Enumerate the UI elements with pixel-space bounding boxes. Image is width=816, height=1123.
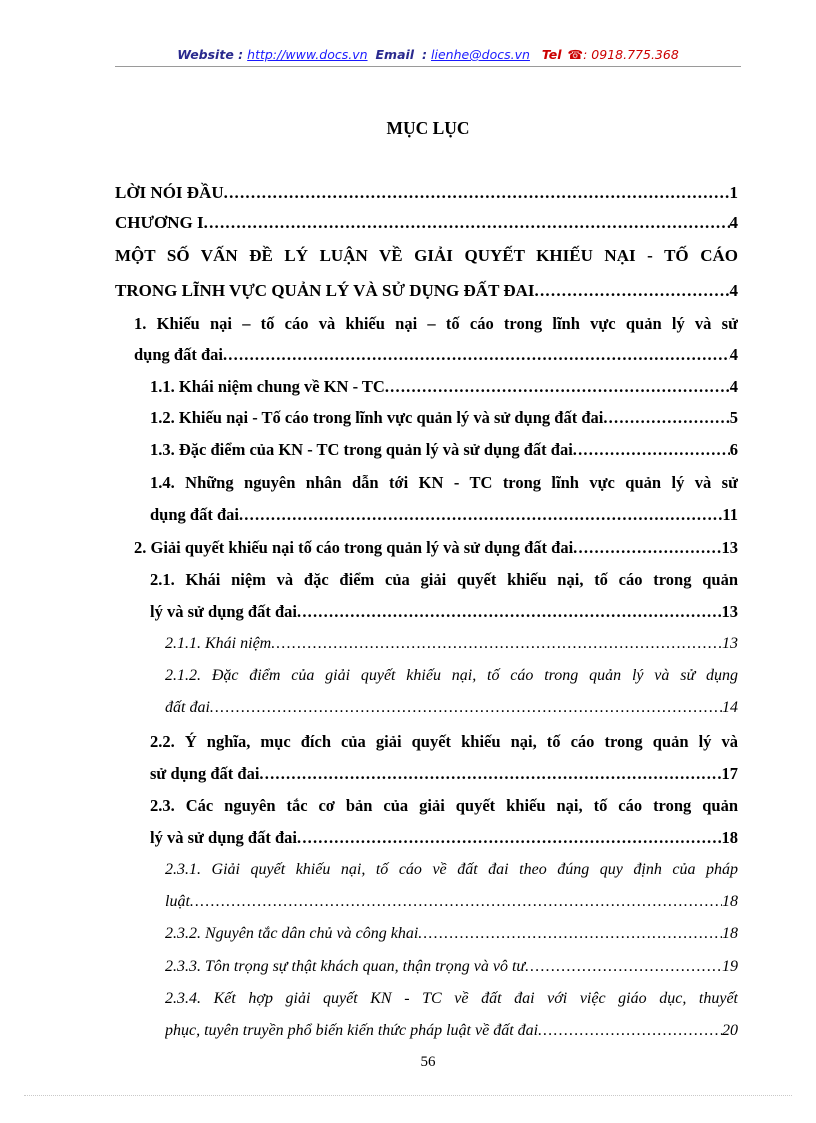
toc-entry[interactable]	[134, 340, 738, 370]
page-number: 56	[420, 1054, 436, 1070]
toc-entry-title: 2.1. Khái niệm và đặc điểm của giải quyết khiếu nại, tố cáo trong quản	[150, 570, 738, 589]
toc-entry[interactable]	[165, 1016, 738, 1046]
toc-entry-title: 2.3.2. Nguyên tắc dân chủ và công khai	[165, 925, 419, 942]
toc-entry-title: phục, tuyên truyền phổ biến kiến thức pháp luật về đất đai	[165, 1022, 539, 1039]
toc-leader	[204, 208, 730, 238]
page-header	[115, 47, 741, 62]
toc-entry-title: 1. Khiếu nại – tố cáo và khiếu nại – tố cáo trong lĩnh vực quản lý và sử	[134, 314, 738, 333]
toc-entry-page: 4	[729, 281, 738, 300]
website-label: Website :	[177, 47, 244, 62]
toc-entry-title: sử dụng đất đai	[150, 764, 260, 783]
tel-number: : 0918.775.368	[583, 47, 679, 62]
toc-entry-title: đất đai	[165, 699, 210, 716]
toc-entry[interactable]	[150, 759, 738, 789]
toc-entry-page: 14	[722, 699, 738, 716]
toc-entry[interactable]	[115, 208, 738, 238]
toc-entry-page: 20	[722, 1022, 738, 1039]
toc-entry-title: lý và sử dụng đất đai	[150, 828, 297, 847]
toc-leader	[271, 629, 722, 659]
toc-entry[interactable]	[150, 823, 738, 853]
toc-entry[interactable]	[165, 661, 738, 691]
toc-entry-title: 2.3.3. Tôn trọng sự thật khách quan, thận trọng và vô tư	[165, 958, 526, 975]
toc-entry-title: TRONG LĨNH VỰC QUẢN LÝ VÀ SỬ DỤNG ĐẤT ĐAI	[115, 281, 535, 300]
toc-entry[interactable]	[150, 372, 738, 402]
header-divider	[115, 66, 741, 67]
toc-leader	[603, 403, 729, 433]
toc-entry-title: lý và sử dụng đất đai	[150, 602, 297, 621]
toc-entry[interactable]	[150, 727, 738, 757]
toc-entry[interactable]	[150, 565, 738, 595]
toc-entry-title: 2.3.1. Giải quyết khiếu nại, tố cáo về đất đai theo đúng quy định của pháp	[165, 861, 738, 878]
toc-entry[interactable]	[165, 919, 738, 949]
toc-entry-page: 4	[729, 345, 738, 364]
toc-entry-title: 1.3. Đặc điểm của KN - TC trong quản lý và sử dụng đất đai	[150, 440, 573, 459]
toc-entry[interactable]	[115, 178, 738, 208]
toc-entry-page: 1	[729, 183, 738, 202]
toc-entry[interactable]	[115, 276, 738, 306]
toc-entry[interactable]	[150, 791, 738, 821]
toc-entry-page: 19	[722, 958, 738, 975]
toc-entry[interactable]	[165, 887, 738, 917]
toc-entry[interactable]	[165, 855, 738, 885]
toc-entry-title: luật	[165, 893, 190, 910]
toc-leader	[297, 823, 722, 853]
toc-entry-page: 17	[721, 764, 738, 783]
toc-leader	[297, 597, 722, 627]
page-title: MỤC LỤC	[386, 118, 470, 138]
email-label: Email	[375, 47, 415, 62]
toc-entry-page: 4	[729, 377, 738, 396]
toc-entry-title: 2.1.1. Khái niệm	[165, 635, 272, 652]
toc-entry-title: dụng đất đai	[134, 345, 223, 364]
toc-entry-title: 1.1. Khái niệm chung về KN - TC	[150, 377, 385, 396]
toc-leader	[573, 533, 721, 563]
toc-entry-title: 2.3.4. Kết hợp giải quyết KN - TC về đất đai với việc giáo dục, thuyết	[165, 990, 738, 1007]
toc-entry[interactable]	[165, 984, 738, 1014]
telephone-icon: ☎	[567, 47, 584, 62]
toc-leader	[210, 693, 722, 723]
toc-entry[interactable]	[134, 533, 738, 563]
toc-entry-page: 6	[729, 440, 738, 459]
toc-entry-page: 18	[721, 828, 738, 847]
toc-entry-page: 4	[729, 213, 738, 232]
toc-entry-title: dụng đất đai	[150, 505, 239, 524]
toc-entry[interactable]	[150, 597, 738, 627]
toc-entry[interactable]	[165, 693, 738, 723]
toc-entry-title: 2.2. Ý nghĩa, mục đích của giải quyết khiếu nại, tố cáo trong quản lý và	[150, 732, 738, 751]
toc-entry[interactable]	[150, 468, 738, 498]
footer-divider	[24, 1095, 792, 1096]
toc-entry-title: 2.3. Các nguyên tắc cơ bản của giải quyết khiếu nại, tố cáo trong quản	[150, 796, 738, 815]
toc-entry[interactable]	[150, 403, 738, 433]
toc-leader	[223, 340, 730, 370]
toc-leader	[224, 178, 730, 208]
email-link[interactable]: lienhe@docs.vn	[431, 47, 530, 62]
toc-leader	[535, 276, 730, 306]
toc-leader	[525, 952, 722, 982]
toc-entry-title: CHƯƠNG I	[115, 213, 204, 232]
toc-leader	[538, 1016, 722, 1046]
toc-entry-page: 13	[722, 635, 738, 652]
toc-entry-page: 13	[721, 538, 738, 557]
toc-entry[interactable]	[150, 500, 738, 530]
toc-entry[interactable]	[165, 629, 738, 659]
tel-label: Tel	[541, 47, 562, 62]
toc-entry-page: 13	[721, 602, 738, 621]
toc-entry[interactable]	[134, 309, 738, 339]
toc-leader	[385, 372, 730, 402]
toc-entry-title: 2.1.2. Đặc điểm của giải quyết khiếu nại, tố cáo trong quản lý và sử dụng	[165, 667, 738, 684]
toc-entry-page: 18	[722, 925, 738, 942]
email-separator: :	[422, 47, 428, 62]
toc-leader	[418, 919, 722, 949]
toc-entry-title: MỘT SỐ VẤN ĐỀ LÝ LUẬN VỀ GIẢI QUYẾT KHIẾU NẠI - TỐ CÁO	[115, 246, 738, 265]
toc-entry[interactable]	[115, 241, 738, 271]
website-link[interactable]: http://www.docs.vn	[247, 47, 368, 62]
toc-leader	[190, 887, 722, 917]
toc-entry-title: LỜI NÓI ĐẦU	[115, 183, 224, 202]
toc-leader	[259, 759, 721, 789]
toc-entry-title: 1.4. Những nguyên nhân dẫn tới KN - TC trong lĩnh vực quản lý và sử	[150, 473, 738, 492]
toc-entry[interactable]	[165, 952, 738, 982]
toc-entry-title: 1.2. Khiếu nại - Tố cáo trong lĩnh vực quản lý và sử dụng đất đai	[150, 408, 604, 427]
toc-entry-page: 5	[729, 408, 738, 427]
toc-leader	[239, 500, 722, 530]
toc-entry[interactable]	[150, 435, 738, 465]
toc-entry-page: 11	[722, 505, 738, 524]
toc-entry-title: 2. Giải quyết khiếu nại tố cáo trong quản lý và sử dụng đất đai	[134, 538, 574, 557]
toc-entry-page: 18	[722, 893, 738, 910]
toc-leader	[573, 435, 730, 465]
